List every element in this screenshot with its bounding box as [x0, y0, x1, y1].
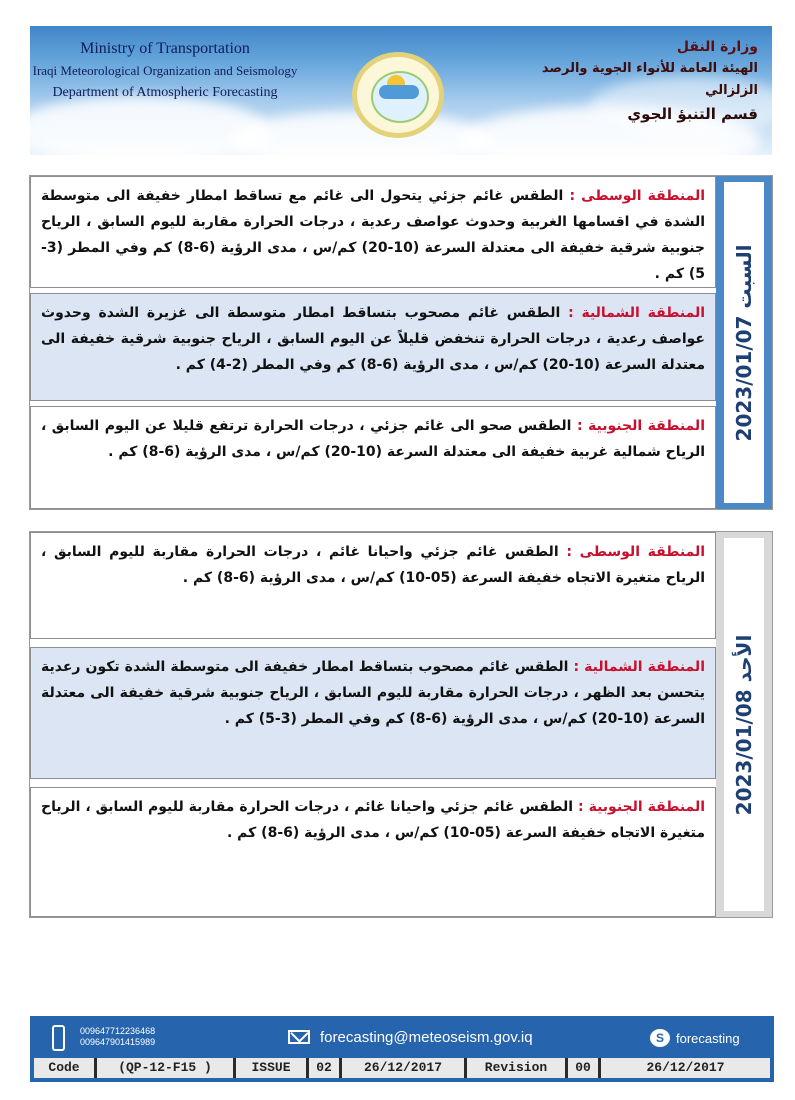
region-southern — [30, 787, 716, 917]
phone-icon — [52, 1025, 65, 1051]
department-name-en: Department of Atmospheric Forecasting — [52, 85, 278, 100]
region-name: المنطقة الوسطى : — [569, 188, 706, 204]
issue-label: ISSUE — [236, 1058, 306, 1078]
phone-numbers — [80, 1026, 155, 1048]
region-name: المنطقة الوسطى : — [566, 544, 706, 560]
region-northern — [30, 293, 716, 401]
organization-name-ar: الهيئة العامة للأنواء الجوية والرصد الزلزالي — [541, 61, 758, 98]
skype-handle: forecasting — [676, 1031, 740, 1046]
department-name-ar: قسم التنبؤ الجوي — [627, 105, 758, 123]
region-forecast-text: الطقس غائم مصحوب بتساقط امطار متوسطة الى غزيرة الشدة وحدوث عواصف رعدية ، درجات الحرارة تنخفض قليلاً عن اليوم السابق ، الرياح جنوبية شرقية خفيفة الى معتدلة السرعة (10-20) كم/س ، مدى الرؤية (6-8) كم وفي المطر (2-4) كم . — [41, 305, 705, 373]
phone-number: 009647712236468 — [80, 1026, 156, 1036]
ministry-name-ar: وزارة النقل — [676, 39, 758, 55]
phone-number: 009647901415989 — [80, 1037, 156, 1047]
revision-date: 26/12/2017 — [601, 1058, 770, 1078]
forecast-date: الأحد 2023/01/08 — [732, 634, 756, 815]
forecast-date: السبت 2023/01/07 — [732, 244, 756, 441]
date-sidebar — [716, 176, 772, 509]
revision-label: Revision — [467, 1058, 565, 1078]
region-forecast-text: الطقس غائم جزئي يتحول الى غائم مع تساقط امطار خفيفة الى متوسطة الشدة في اقسامها الغربية وحدوث عواصف رعدية ، درجات الحرارة مقاربة لليوم السابق ، الرياح جنوبية شرقية خفيفة الى معتدلة السرعة (10-20) كم/س ، مدى الرؤية (6-8) كم وفي المطر (3-5) كم . — [41, 188, 706, 282]
region-name: المنطقة الجنوبية : — [578, 799, 706, 815]
ministry-name-en: Ministry of Transportation — [80, 40, 250, 57]
code-value: (QP-12-F15 ) — [97, 1058, 233, 1078]
email-address[interactable]: forecasting@meteoseism.gov.iq — [320, 1029, 533, 1046]
footer — [30, 1016, 774, 1082]
revision-number: 00 — [568, 1058, 598, 1078]
envelope-icon — [288, 1030, 310, 1044]
region-southern — [30, 406, 716, 509]
organization-name-en: Iraqi Meteorological Organization and Seismology — [32, 63, 298, 78]
region-forecast-text: الطقس غائم مصحوب بتساقط امطار خفيفة الى متوسطة الشدة تكون رعدية يتحسن بعد الظهر ، درجات الحرارة مقاربة لليوم السابق ، الرياح جنوبية شرقية خفيفة الى معتدلة السرعة (10-20) كم/س ، مدى الرؤية (6-8) كم وفي المطر (3-5) كم . — [41, 659, 705, 727]
issue-date: 26/12/2017 — [342, 1058, 464, 1078]
region-forecast-text: الطقس غائم جزئي واحيانا غائم ، درجات الحرارة مقاربة لليوم السابق ، الرياح متغيرة الاتجاه خفيفة السرعة (05-10) كم/س ، مدى الرؤية (6-8) كم . — [41, 544, 705, 586]
organization-logo — [352, 52, 444, 138]
region-forecast-text: الطقس صحو الى غائم جزئي ، درجات الحرارة ترتفع قليلا عن اليوم السابق ، الرياح شمالية غربية خفيفة الى معتدلة السرعة (10-20) كم/س ، مدى الرؤية (6-8) كم . — [41, 418, 705, 460]
date-sidebar — [716, 532, 772, 917]
region-central — [30, 176, 716, 288]
forecast-day-1 — [29, 175, 773, 510]
forecast-day-2 — [29, 531, 773, 918]
header-banner — [30, 26, 772, 155]
issue-number: 02 — [309, 1058, 339, 1078]
region-central — [30, 532, 716, 639]
code-label: Code — [34, 1058, 94, 1078]
region-northern — [30, 647, 716, 779]
region-forecast-text: الطقس غائم جزئي واحيانا غائم ، درجات الحرارة مقاربة لليوم السابق ، الرياح متغيرة الاتجاه خفيفة السرعة (05-10) كم/س ، مدى الرؤية (6-8) كم . — [41, 799, 705, 841]
skype-icon: S — [650, 1029, 670, 1047]
region-name: المنطقة الشمالية : — [573, 659, 705, 675]
region-name: المنطقة الشمالية : — [568, 305, 706, 321]
region-name: المنطقة الجنوبية : — [576, 418, 705, 434]
header-english — [30, 38, 300, 104]
header-arabic — [488, 36, 758, 126]
document-code-bar — [34, 1058, 770, 1078]
